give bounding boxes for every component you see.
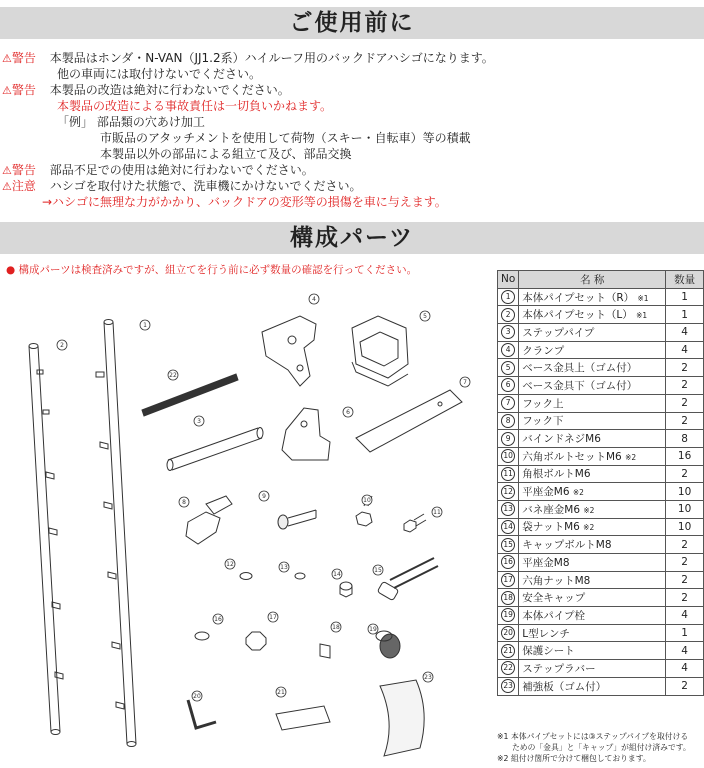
warning-tag: 警告 — [11, 51, 36, 65]
warning-text: 部品不足での使用は絶対に行わないでください。 — [49, 163, 314, 177]
warning-tag: 警告 — [11, 163, 36, 177]
row-number: 4 — [498, 341, 519, 359]
part-name: 六角ナットM8 — [519, 571, 666, 589]
part-name: 本体パイプセット（R） ※1 — [519, 288, 666, 306]
cap-nut-illustration — [340, 582, 352, 597]
footnote-2: ※2 組付け箇所で分けて梱包しております。 — [497, 754, 651, 763]
part-callout-21 — [276, 687, 286, 697]
table-row — [498, 536, 704, 554]
row-number: 13 — [498, 500, 519, 518]
warning-line-7: 本製品以外の部品による組立て及び、部品交換 — [100, 147, 352, 161]
part-quantity: 2 — [666, 394, 704, 412]
part-name: 安全キャップ — [519, 589, 666, 607]
row-number: 10 — [498, 447, 519, 465]
svg-text:13: 13 — [280, 564, 288, 571]
column-header-name: 名 称 — [519, 271, 666, 289]
row-number: 22 — [498, 660, 519, 678]
svg-text:15: 15 — [374, 567, 382, 574]
part-quantity: 4 — [666, 660, 704, 678]
warning-triangle-icon: ⚠ — [2, 52, 12, 65]
column-header-no: No — [498, 271, 519, 289]
pipe-plug-illustration — [376, 631, 400, 658]
part-callout-18 — [331, 622, 341, 632]
part-callout-13 — [279, 562, 289, 572]
step-pipe-illustration — [167, 428, 263, 471]
section-header-components: 構成パーツ — [0, 222, 704, 254]
body-pipe-left-illustration — [29, 344, 63, 735]
part-callout-22 — [168, 370, 178, 380]
part-name: ステップラバー — [519, 660, 666, 678]
part-quantity: 10 — [666, 500, 704, 518]
footnote-1-cont: ための「金具」と「キャップ」が組付け済みです。 — [512, 743, 691, 752]
part-quantity: 16 — [666, 447, 704, 465]
part-name: 保護シート — [519, 642, 666, 660]
part-name: 平座金M8 — [519, 554, 666, 572]
row-number: 23 — [498, 677, 519, 695]
part-callout-8 — [179, 497, 189, 507]
row-number: 9 — [498, 430, 519, 448]
part-name: 補強板（ゴム付） — [519, 677, 666, 695]
step-rubber-illustration — [142, 374, 238, 416]
table-row — [498, 589, 704, 607]
row-number: 11 — [498, 465, 519, 483]
part-name: クランプ — [519, 341, 666, 359]
part-callout-2 — [57, 340, 67, 350]
part-quantity: 10 — [666, 518, 704, 536]
part-callout-1 — [140, 320, 150, 330]
part-name: 本体パイプセット（L） ※1 — [519, 306, 666, 324]
column-header-qty: 数量 — [666, 271, 704, 289]
part-name: フック下 — [519, 412, 666, 430]
cap-bolt-m8-illustration — [377, 558, 438, 601]
part-name: 六角ボルトセットM6 ※2 — [519, 447, 666, 465]
part-callout-4 — [309, 294, 319, 304]
svg-text:7: 7 — [463, 379, 467, 386]
table-row — [498, 660, 704, 678]
svg-text:12: 12 — [226, 561, 234, 568]
warning-line-1 — [2, 50, 494, 67]
warning-line-6: 市販品のアタッチメントを使用して荷物（スキー・自転車）等の積載 — [100, 131, 471, 145]
row-number: 18 — [498, 589, 519, 607]
table-row — [498, 447, 704, 465]
svg-text:19: 19 — [369, 626, 377, 633]
base-bracket-upper-illustration — [352, 316, 408, 386]
warning-text: 本製品の改造は絶対に行わないでください。 — [49, 83, 290, 97]
svg-text:5: 5 — [423, 313, 427, 320]
svg-text:21: 21 — [277, 689, 285, 696]
table-row — [498, 465, 704, 483]
part-name: 平座金M6 ※2 — [519, 483, 666, 501]
hex-nut-m8-illustration — [246, 632, 266, 650]
base-bracket-lower-illustration — [282, 408, 330, 460]
warning-line-5: 「例」 部品類の穴あけ加工 — [57, 115, 205, 129]
row-number: 17 — [498, 571, 519, 589]
part-callout-14 — [332, 569, 342, 579]
warning-line-4: 本製品の改造による事故責任は一切負いかねます。 — [57, 99, 333, 113]
warning-triangle-icon: ⚠ — [2, 180, 12, 193]
part-name: キャップボルトM8 — [519, 536, 666, 554]
part-quantity: 2 — [666, 677, 704, 695]
svg-text:6: 6 — [346, 409, 350, 416]
table-row — [498, 306, 704, 324]
row-number: 7 — [498, 394, 519, 412]
warning-triangle-icon: ⚠ — [2, 164, 12, 177]
row-number: 16 — [498, 554, 519, 572]
part-name: バインドネジM6 — [519, 430, 666, 448]
part-note: ※2 — [583, 523, 595, 533]
row-number: 21 — [498, 642, 519, 660]
caution-line — [2, 178, 361, 195]
part-callout-23 — [423, 672, 433, 682]
part-quantity: 1 — [666, 288, 704, 306]
part-callout-3 — [194, 416, 204, 426]
table-row — [498, 377, 704, 395]
part-quantity: 2 — [666, 571, 704, 589]
table-row — [498, 359, 704, 377]
part-quantity: 4 — [666, 324, 704, 342]
part-name: 角根ボルトM6 — [519, 465, 666, 483]
caution-text: ハシゴを取付けた状態で、洗車機にかけないでください。 — [49, 179, 362, 193]
parts-table — [497, 270, 704, 696]
part-quantity: 4 — [666, 642, 704, 660]
part-callout-20 — [192, 691, 202, 701]
table-row — [498, 412, 704, 430]
svg-text:2: 2 — [60, 342, 64, 349]
svg-text:3: 3 — [197, 418, 201, 425]
table-row — [498, 642, 704, 660]
part-name: ベース金具下（ゴム付） — [519, 377, 666, 395]
part-quantity: 2 — [666, 589, 704, 607]
row-number: 14 — [498, 518, 519, 536]
svg-text:4: 4 — [312, 296, 316, 303]
part-note: ※2 — [625, 452, 637, 462]
part-callout-12 — [225, 559, 235, 569]
part-callout-10 — [362, 495, 372, 505]
warning-triangle-icon: ⚠ — [2, 84, 12, 97]
part-quantity: 10 — [666, 483, 704, 501]
part-callout-11 — [432, 507, 442, 517]
spring-washer-illustration — [295, 573, 305, 579]
table-row — [498, 607, 704, 625]
flat-washer-m6-illustration — [240, 573, 252, 580]
row-number: 15 — [498, 536, 519, 554]
part-quantity: 2 — [666, 412, 704, 430]
warning-line-3 — [2, 82, 290, 99]
table-row — [498, 518, 704, 536]
svg-text:9: 9 — [262, 493, 266, 500]
svg-text:1: 1 — [143, 322, 147, 329]
row-number: 12 — [498, 483, 519, 501]
part-name: 本体パイプ栓 — [519, 607, 666, 625]
row-number: 20 — [498, 624, 519, 642]
table-row — [498, 483, 704, 501]
caution-tag: 注意 — [11, 179, 36, 193]
part-note: ※2 — [572, 488, 584, 498]
square-neck-bolt-illustration — [404, 514, 426, 532]
svg-text:11: 11 — [433, 509, 441, 516]
part-callout-16 — [213, 614, 223, 624]
part-quantity: 4 — [666, 607, 704, 625]
part-quantity: 4 — [666, 341, 704, 359]
part-callout-6 — [343, 407, 353, 417]
l-wrench-illustration — [188, 700, 216, 728]
row-number: 5 — [498, 359, 519, 377]
warning-tag: 警告 — [11, 83, 36, 97]
part-quantity: 2 — [666, 377, 704, 395]
row-number: 1 — [498, 288, 519, 306]
table-row — [498, 500, 704, 518]
safety-cap-illustration — [320, 644, 330, 658]
table-row — [498, 554, 704, 572]
part-callout-7 — [460, 377, 470, 387]
part-quantity: 2 — [666, 465, 704, 483]
row-number: 8 — [498, 412, 519, 430]
flat-washer-m8-illustration — [195, 632, 209, 640]
part-name: ステップパイプ — [519, 324, 666, 342]
part-note: ※2 — [583, 505, 595, 515]
clamp-illustration — [262, 316, 316, 386]
table-row — [498, 288, 704, 306]
part-name: ベース金具上（ゴム付） — [519, 359, 666, 377]
part-note: ※1 — [636, 311, 648, 321]
part-callout-9 — [259, 491, 269, 501]
hook-upper-illustration — [356, 390, 462, 452]
part-name: L型レンチ — [519, 624, 666, 642]
part-callout-5 — [420, 311, 430, 321]
caution-consequence: →ハシゴに無理な力がかかり、バックドアの変形等の損傷を車に与えます。 — [42, 195, 447, 209]
table-row — [498, 624, 704, 642]
row-number: 3 — [498, 324, 519, 342]
warning-text: 本製品はホンダ・N-VAN（JJ1.2系）ハイルーフ用のバックドアハシゴになります。 — [49, 51, 494, 65]
table-row — [498, 430, 704, 448]
table-row — [498, 677, 704, 695]
body-pipe-right-illustration — [96, 320, 136, 747]
reinforcement-plate-illustration — [380, 680, 424, 756]
part-name: バネ座金M6 ※2 — [519, 500, 666, 518]
inspection-notice: ● 構成パーツは検査済みですが、組立てを行う前に必ず数量の確認を行ってください。 — [6, 264, 418, 276]
part-quantity: 1 — [666, 624, 704, 642]
svg-text:10: 10 — [363, 497, 371, 504]
row-number: 6 — [498, 377, 519, 395]
footnote-1: ※1 本体パイプセットには③ステップパイプを取付ける — [497, 732, 689, 741]
svg-text:17: 17 — [269, 614, 277, 621]
svg-text:14: 14 — [333, 571, 341, 578]
table-header-row — [498, 271, 704, 289]
table-row — [498, 394, 704, 412]
part-quantity: 8 — [666, 430, 704, 448]
svg-text:16: 16 — [214, 616, 222, 623]
bind-screw-illustration — [278, 510, 316, 529]
part-callout-17 — [268, 612, 278, 622]
part-callout-19 — [368, 624, 378, 634]
part-name: フック上 — [519, 394, 666, 412]
warning-line-2: 他の車両には取付けないでください。 — [57, 67, 262, 81]
part-quantity: 2 — [666, 359, 704, 377]
part-quantity: 2 — [666, 554, 704, 572]
svg-text:18: 18 — [332, 624, 340, 631]
svg-text:23: 23 — [424, 674, 432, 681]
table-row — [498, 324, 704, 342]
hook-lower-illustration — [186, 496, 232, 544]
svg-text:8: 8 — [182, 499, 186, 506]
part-quantity: 2 — [666, 536, 704, 554]
table-row — [498, 341, 704, 359]
warning-line-8 — [2, 162, 314, 179]
row-number: 19 — [498, 607, 519, 625]
part-quantity: 1 — [666, 306, 704, 324]
protective-sheet-illustration — [276, 706, 330, 730]
part-callout-15 — [373, 565, 383, 575]
parts-illustration — [0, 282, 492, 768]
part-name: 袋ナットM6 ※2 — [519, 518, 666, 536]
svg-text:20: 20 — [193, 693, 201, 700]
section-header-precautions: ご使用前に — [0, 7, 704, 39]
part-note: ※1 — [637, 293, 649, 303]
svg-text:22: 22 — [169, 372, 177, 379]
table-row — [498, 571, 704, 589]
row-number: 2 — [498, 306, 519, 324]
